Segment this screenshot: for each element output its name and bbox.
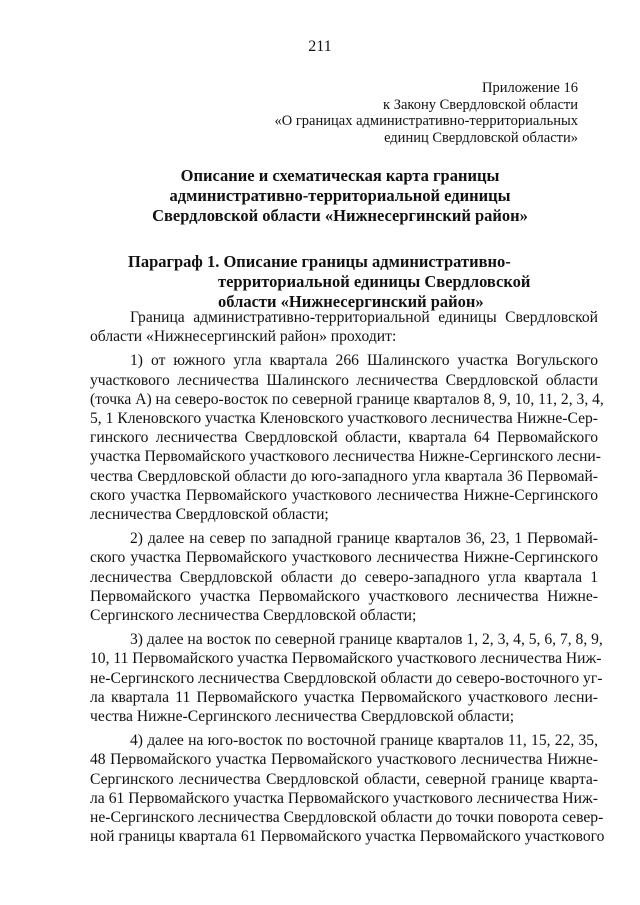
text-line: ла квартала 11 Первомайского участка Первомайского участкового лесни- [90, 688, 598, 706]
text-line: 2) далее на север по западной границе кварталов 36, 23, 1 Первомай- [130, 530, 598, 548]
text-line: 10, 11 Первомайского участка Первомайского участкового лесничества Ниж- [90, 650, 602, 668]
document-title [80, 166, 600, 226]
text-line: ского участка Первомайского участкового лесничества Нижне-Сергинского [90, 486, 598, 504]
text-line: ной границы квартала 61 Первомайского участка Первомайского участкового [90, 828, 605, 846]
text-line: лесничества Свердловской области до северо-западного угла квартала 1 [90, 568, 598, 586]
text-line: не-Сергинского лесничества Свердловской области до северо-восточного уг- [90, 669, 603, 687]
appendix-line: «О границах административно-территориальных [274, 113, 578, 129]
text-line: чества Нижне-Сергинского лесничества Свердловской области; [90, 708, 515, 726]
text-line: (точка А) на северо-восток по северной границе кварталов 8, 9, 10, 11, 2, 3, 4, [90, 390, 604, 408]
text-line: участкового лесничества Шалинского лесничества Свердловской области [90, 371, 598, 389]
heading-line: территориальной единицы Свердловской [218, 272, 531, 291]
text-line: ла 61 Первомайского участка Первомайского участкового лесничества Ниж- [90, 789, 598, 807]
text-line: Первомайского участка Первомайского участкового лесничества Нижне- [90, 587, 598, 605]
appendix-line: к Закону Свердловской области [383, 96, 578, 113]
intro-paragraph [90, 308, 598, 346]
boundary-item-1 [90, 351, 604, 524]
text-line: 1) от южного угла квартала 266 Шалинского участка Вогульского [130, 352, 598, 370]
text-line: не-Сергинского лесничества Свердловской области до точки поворота север- [90, 809, 604, 827]
text-line: лесничества Свердловской области; [90, 506, 329, 524]
document-body [90, 308, 605, 851]
text-line: Сергинского лесничества Свердловской области; [90, 607, 417, 625]
appendix-line: единиц Свердловской области» [384, 129, 578, 146]
heading-line: Параграф 1. Описание границы административно- [128, 252, 511, 271]
title-line: Описание и схематическая карта границы [180, 166, 500, 185]
text-line: гинского лесничества Свердловской области, квартала 64 Первомайского [90, 429, 598, 447]
title-line: Свердловской области «Нижнесергинский район» [152, 206, 528, 225]
boundary-item-2 [90, 529, 598, 625]
title-line: административно-территориальной единицы [169, 186, 511, 205]
text-line: участка Первомайского участкового лесничества Нижне-Сергинского лесни- [90, 448, 601, 466]
text-line: 5, 1 Кленовского участка Кленовского участкового лесничества Нижне-Сер- [90, 410, 598, 428]
heading-line: области «Нижнесергинский район» [218, 292, 484, 311]
boundary-item-3 [90, 630, 603, 726]
appendix-line: Приложение 16 [482, 80, 578, 96]
boundary-item-4 [90, 731, 605, 846]
text-line: 48 Первомайского участка Первомайского участкового лесничества Нижне- [90, 751, 598, 769]
appendix-reference [240, 80, 578, 146]
text-line: чества Свердловской области до юго-западного угла квартала 36 Первомай- [90, 467, 598, 485]
paragraph-heading [128, 252, 530, 312]
text-line: Сергинского лесничества Свердловской области, северной границе кварта- [90, 770, 598, 788]
text-line: 4) далее на юго-восток по восточной границе кварталов 11, 15, 22, 35, [130, 732, 598, 750]
text-line: ского участка Первомайского участкового лесничества Нижне-Сергинского [90, 549, 598, 567]
page-number: 211 [308, 38, 332, 55]
text-line: области «Нижнесергинский район» проходит: [90, 328, 397, 346]
text-line: Граница административно-территориальной единицы Свердловской [130, 309, 598, 326]
text-line: 3) далее на восток по северной границе кварталов 1, 2, 3, 4, 5, 6, 7, 8, 9, [130, 631, 603, 649]
